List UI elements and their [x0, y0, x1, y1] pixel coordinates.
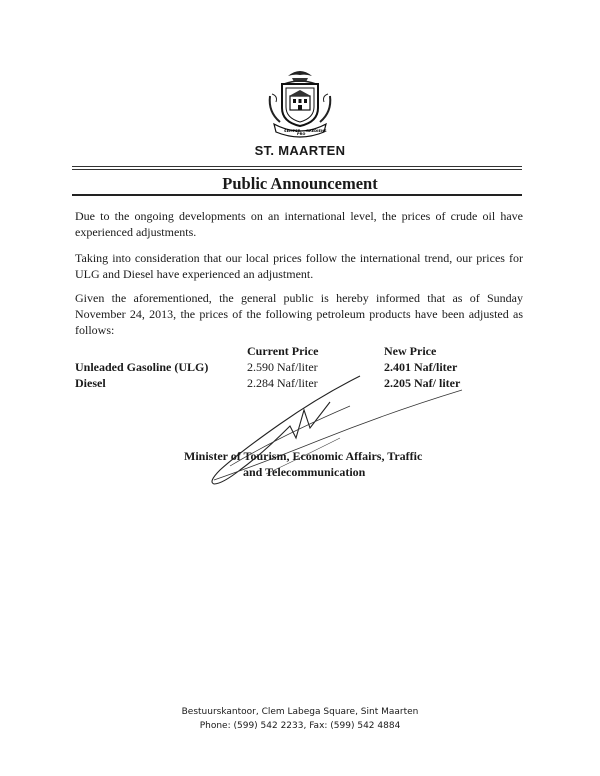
new-price-header: New Price: [384, 344, 437, 358]
country-name: ST. MAARTEN: [254, 143, 346, 158]
seal-motto-1: SEMPER: [284, 129, 301, 133]
current-price-header: Current Price: [247, 344, 319, 358]
footer: [0, 705, 600, 733]
paragraph-3: Given the aforementioned, the general public is hereby informed that as of Sunday November 24, 2013, the prices of the following petroleum products have been adjusted as follows:: [75, 291, 523, 337]
footer-phone: Phone: (599) 542 2233, Fax: (599) 542 4884: [199, 721, 401, 731]
ulg-new-price: 2.401 Naf/liter: [384, 360, 458, 374]
diesel-current-price: 2.284 Naf/liter: [247, 376, 318, 390]
title-rule-top: [72, 166, 522, 167]
title-rule-top-2: [72, 169, 522, 170]
page-title: Public Announcement: [222, 174, 378, 193]
seal-motto-3: GREDIENS: [306, 129, 327, 133]
paragraph-1: Due to the ongoing developments on an international level, the prices of crude oil have experienced adjustments.: [75, 209, 523, 239]
seal-motto-2: PRO: [297, 132, 306, 136]
diesel-new-price: 2.205 Naf/ liter: [384, 376, 461, 390]
signatory-line-1: Minister of Tourism, Economic Affairs, Traffic: [184, 449, 423, 463]
product-diesel: Diesel: [75, 376, 106, 390]
paragraph-2: Taking into consideration that our local prices follow the international trend, our prices for ULG and Diesel have experienced an adjustment.: [75, 251, 523, 281]
signatory-line-2: and Telecommunication: [243, 465, 366, 479]
product-ulg: Unleaded Gasoline (ULG): [75, 360, 209, 374]
footer-address: Bestuurskantoor, Clem Labega Square, Sint Maarten: [181, 707, 419, 717]
title-rule-bottom: [72, 194, 522, 196]
ulg-current-price: 2.590 Naf/liter: [247, 360, 318, 374]
signatory-title: [184, 448, 464, 480]
coat-of-arms-seal: [262, 66, 338, 138]
